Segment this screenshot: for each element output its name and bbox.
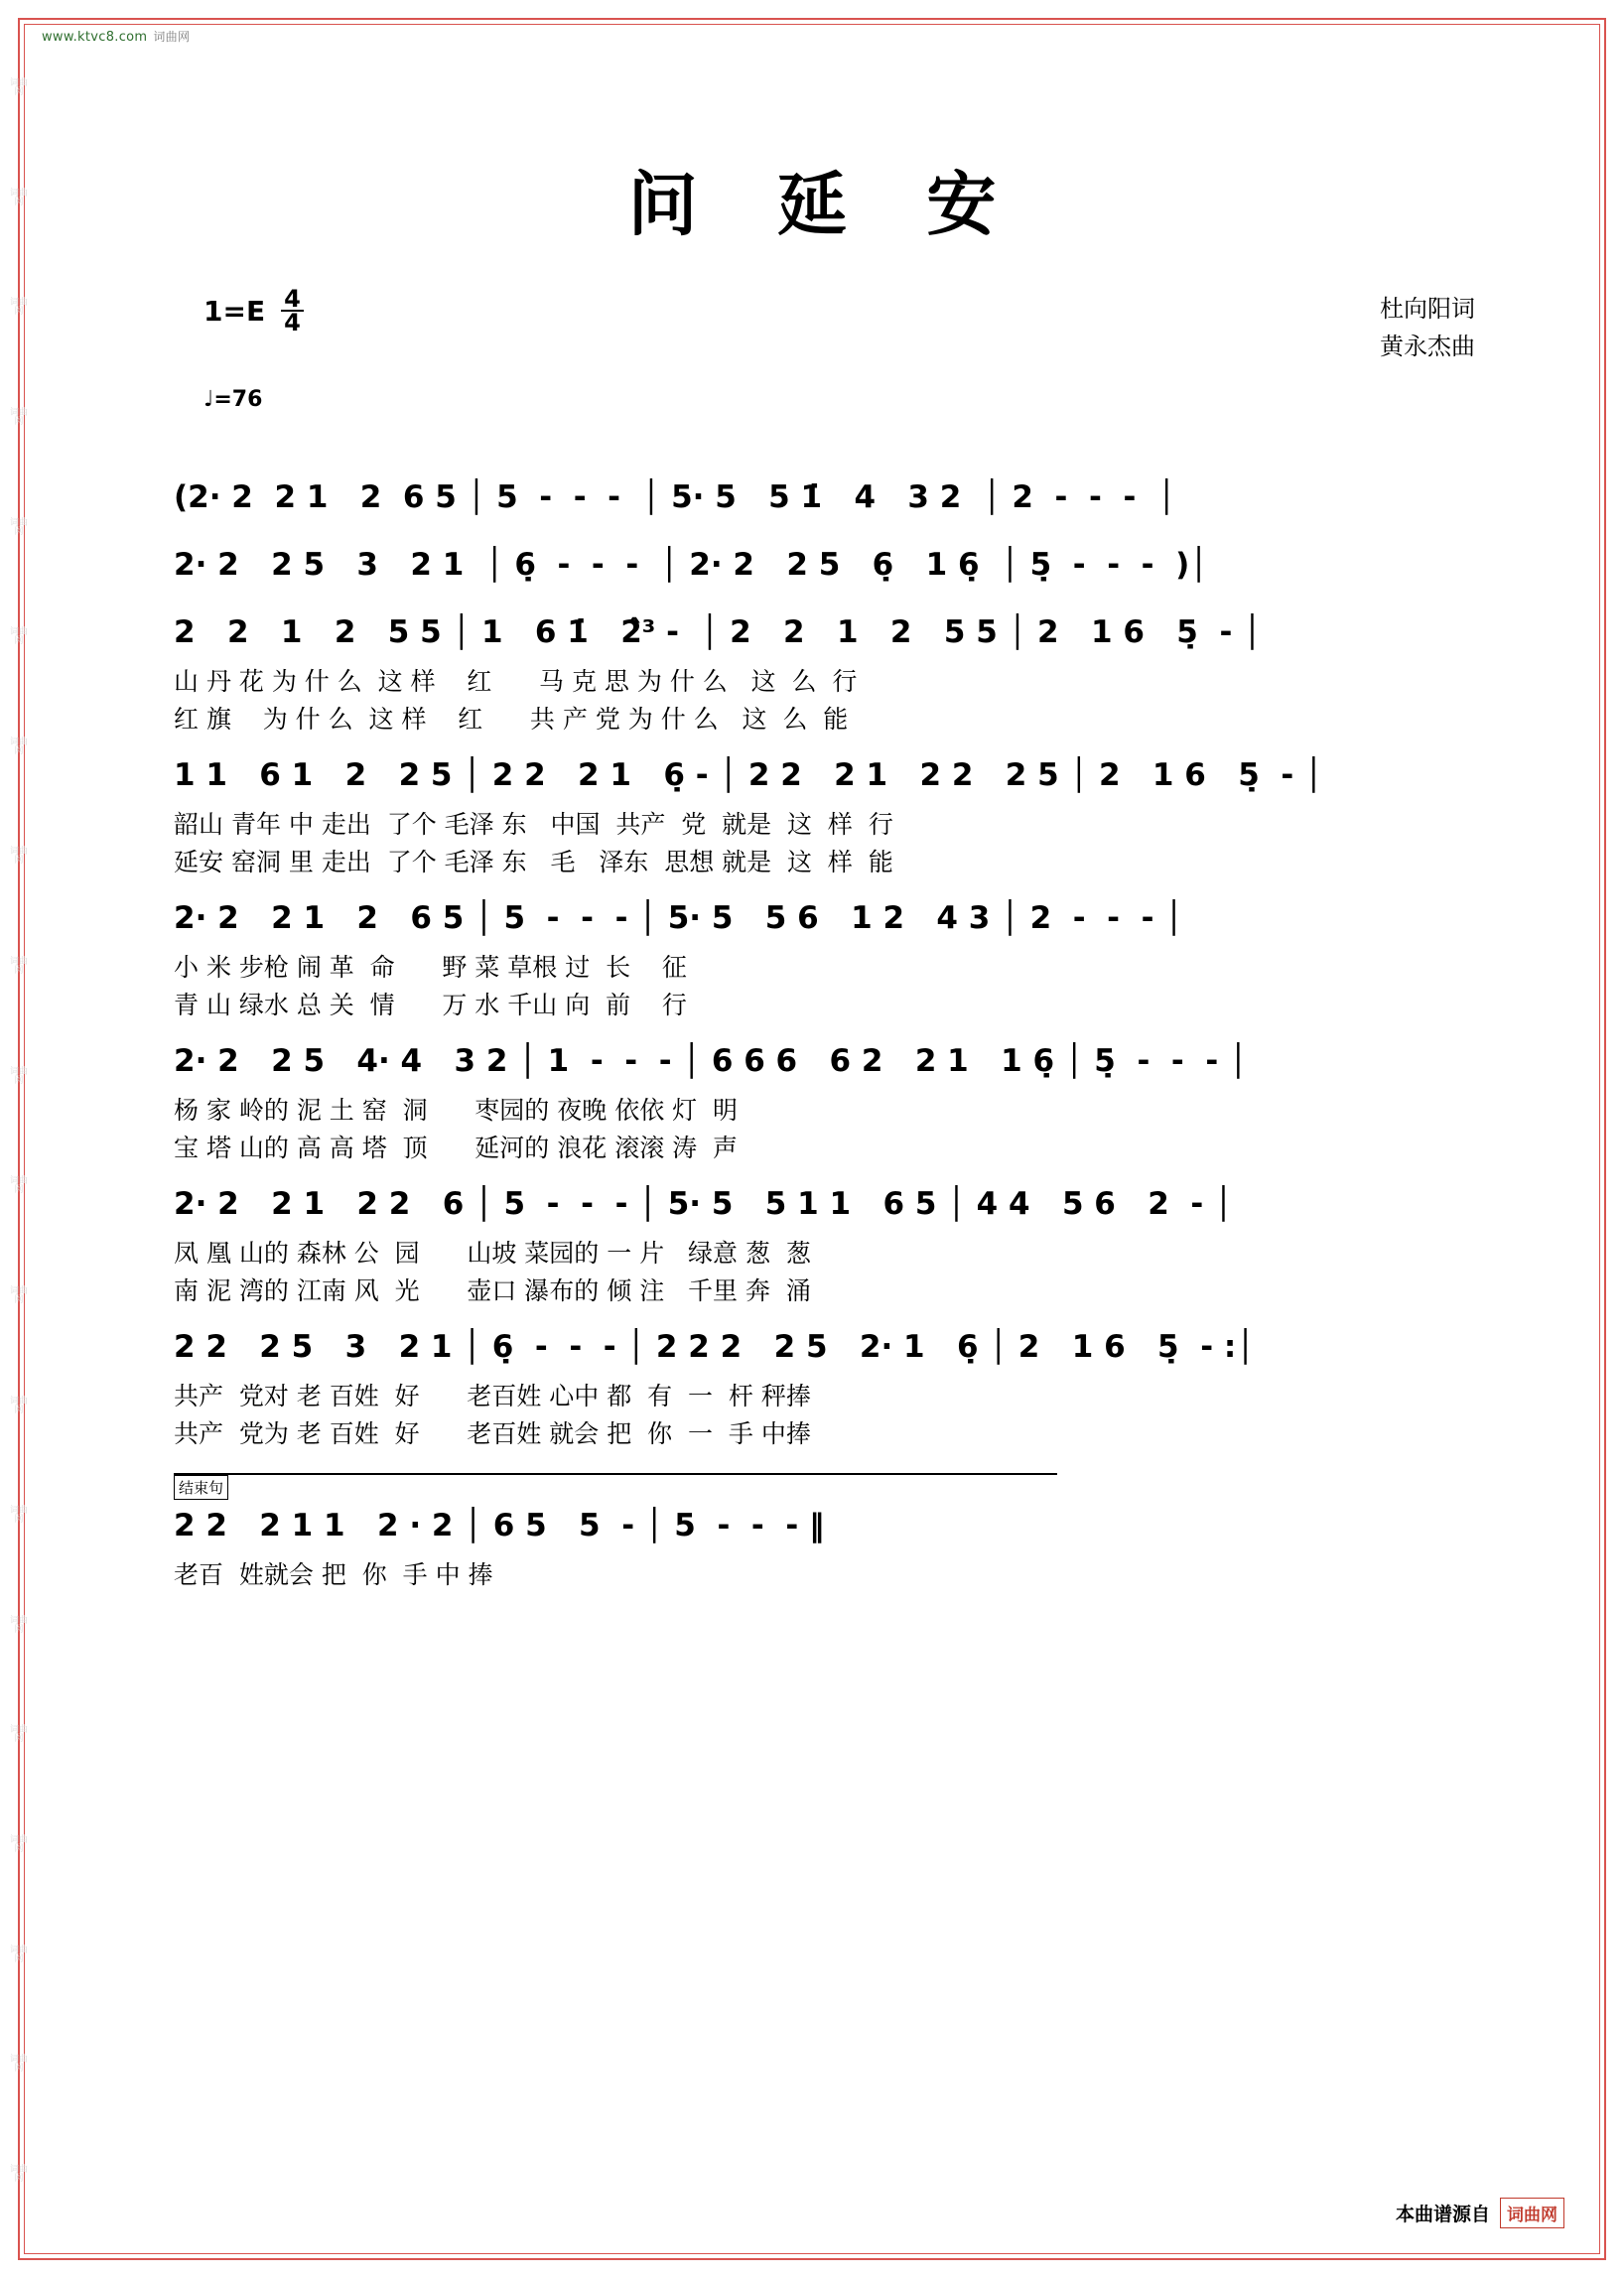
intro-system-2 [174, 534, 1454, 596]
notation-line: 2· 2 2 5 3 2 1 │ 6̣ - - - │ 2· 2 2 5 6̣ 1 6̣ │ 5̣ - - - )│ [174, 547, 1208, 583]
coda-label: 结束句 [174, 1475, 228, 1500]
key-signature [203, 285, 304, 336]
score [174, 467, 1454, 1600]
watermark-mark: 词曲网 [9, 627, 28, 647]
lyric-line: 韶山 青年 中 走出 了个 毛泽 东 中国 共产 党 就是 这 样 行 [174, 810, 893, 839]
watermark-mark: 词曲网 [9, 737, 28, 756]
watermark-mark: 词曲网 [9, 407, 28, 427]
intro-system-1 [174, 467, 1454, 528]
notation-line: 2· 2 2 5 4· 4 3 2 │ 1 - - - │ 6 6 6 6 2 2 1 1 6̣ │ 5̣ - - - │ [174, 1043, 1248, 1079]
notation-line: 2· 2 2 1 2 6 5 │ 5 - - - │ 5· 5 5 6 1 2 4 3 │ 2 - - - │ [174, 900, 1183, 936]
lyric-line: 山 丹 花 为 什 么 这 样 红 马 克 思 为 什 么 这 么 行 [174, 667, 858, 696]
time-signature-denominator: 4 [284, 309, 301, 336]
footer-note: 本曲谱源自 [1395, 2204, 1490, 2225]
lyric-line: 小 米 步枪 闹 革 命 野 菜 草根 过 长 征 [174, 953, 687, 982]
site-url [42, 28, 190, 45]
watermark-mark: 词曲网 [9, 1835, 28, 1854]
lyric-line: 凤 凰 山的 森林 公 园 山坡 菜园的 一 片 绿意 葱 葱 [174, 1239, 811, 1268]
tempo-marking: ♩=76 [203, 387, 263, 412]
notation-line: 2 2 2 5 3 2 1 │ 6̣ - - - │ 2 2 2 2 5 2· 1 6̣ │ 2 1 6 5̣ - :│ [174, 1329, 1255, 1365]
lyric-line: 红 旗 为 什 么 这 样 红 共 产 党 为 什 么 这 么 能 [174, 705, 849, 734]
watermark-mark: 词曲网 [9, 1066, 28, 1086]
lyric-line: 南 泥 湾的 江南 风 光 壶口 瀑布的 倾 注 千里 奔 涌 [174, 1276, 811, 1305]
lyric-line: 老百 姓就会 把 你 手 中 捧 [174, 1560, 493, 1589]
watermark-mark: 词曲网 [9, 1725, 28, 1745]
time-signature [281, 285, 304, 336]
lyric-line: 宝 塔 山的 高 高 塔 顶 延河的 浪花 滚滚 涛 声 [174, 1134, 739, 1162]
notation-line: (2· 2 2 1 2 6 5 │ 5 - - - │ 5· 5 5 1̇ 4 3 2 │ 2 - - - │ [174, 479, 1176, 515]
coda-system [174, 1475, 1454, 1594]
verse-system-4 [174, 1030, 1454, 1167]
lyric-line: 共产 党对 老 百姓 好 老百姓 心中 都 有 一 杆 秤捧 [174, 1382, 811, 1410]
footer-site-badge[interactable]: 词曲网 [1500, 2198, 1564, 2228]
watermark-mark: 词曲网 [9, 1285, 28, 1305]
notation-line: 2 2 2 1 1 2 · 2 │ 6 5 5 - │ 5 - - - ‖ [174, 1508, 825, 1543]
watermark-mark: 词曲网 [9, 1615, 28, 1635]
watermark-mark: 词曲网 [9, 1944, 28, 1964]
notation-line: 2· 2 2 1 2 2 6 │ 5 - - - │ 5· 5 5 1 1 6 5 │ 4 4 5 6 2 - │ [174, 1186, 1233, 1222]
watermark-mark: 词曲网 [9, 1176, 28, 1196]
credits [1380, 290, 1475, 365]
site-url-text: www.ktvc8.com [42, 30, 148, 45]
coda-bracket [174, 1473, 1057, 1487]
lyric-line: 共产 党为 老 百姓 好 老百姓 就会 把 你 一 手 中捧 [174, 1419, 811, 1448]
notation-line: 1 1 6 1 2 2 5 │ 2 2 2 1 6̣ - │ 2 2 2 1 2 2 2 5 │ 2 1 6 5̣ - │ [174, 757, 1323, 793]
site-url-cn: 词曲网 [153, 30, 191, 44]
watermark-mark: 词曲网 [9, 847, 28, 867]
watermark-mark: 词曲网 [9, 1506, 28, 1526]
watermark-mark: 词曲网 [9, 517, 28, 537]
time-signature-numerator: 4 [281, 288, 304, 312]
watermark-mark: 词曲网 [9, 2164, 28, 2184]
notation-line: 2 2 1 2 5 5 │ 1 6 1̇ 2̂³ - │ 2 2 1 2 5 5 │ 2 1 6 5̣ - │ [174, 614, 1262, 650]
watermark-mark: 词曲网 [9, 78, 28, 97]
composer: 黄永杰曲 [1380, 333, 1475, 360]
verse-system-5 [174, 1173, 1454, 1310]
watermark-mark: 词曲网 [9, 188, 28, 207]
lyric-line: 杨 家 岭的 泥 土 窑 洞 枣园的 夜晚 依依 灯 明 [174, 1096, 739, 1125]
page-title: 问 延 安 [627, 164, 1024, 245]
watermark-mark: 词曲网 [9, 298, 28, 318]
lyricist: 杜向阳词 [1380, 295, 1475, 323]
verse-system-2 [174, 744, 1454, 881]
watermark-mark: 词曲网 [9, 2055, 28, 2075]
verse-system-1 [174, 602, 1454, 738]
key-label: 1=E [203, 294, 266, 328]
watermark-mark: 词曲网 [9, 957, 28, 976]
verse-system-6 [174, 1316, 1454, 1453]
lyric-line: 青 山 绿水 总 关 情 万 水 千山 向 前 行 [174, 991, 687, 1019]
footer [1396, 2198, 1564, 2228]
watermark-mark: 词曲网 [9, 1396, 28, 1415]
verse-system-3 [174, 887, 1454, 1024]
lyric-line: 延安 窑洞 里 走出 了个 毛泽 东 毛 泽东 思想 就是 这 样 能 [174, 848, 893, 876]
